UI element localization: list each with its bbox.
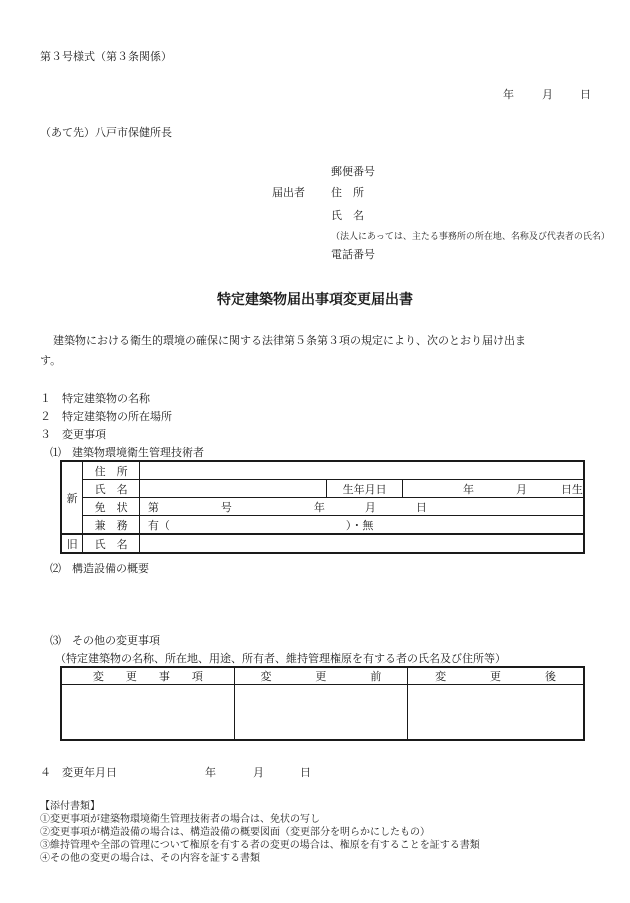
attachments-heading: 【添付書類】	[40, 801, 100, 812]
name-cell[interactable]	[139, 480, 326, 498]
subitem-1: ⑴ 建築物環境衛生管理技術者	[50, 446, 204, 459]
license-month: 月	[364, 500, 376, 514]
item-4: ４ 変更年月日	[40, 766, 117, 779]
attachment-item: ④その他の変更の場合は、その内容を証する書類	[40, 853, 260, 864]
birth-label: 生年月日	[327, 480, 403, 498]
license-no-prefix: 第	[147, 500, 159, 514]
before-cell[interactable]	[234, 685, 407, 741]
birth-cell[interactable]	[402, 480, 584, 498]
date-month: 月	[542, 88, 553, 101]
item-4-month: 月	[253, 766, 264, 779]
header-after: 変 更 後	[408, 667, 584, 685]
intro-line-2: す。	[40, 354, 62, 367]
attachment-item: ①変更事項が建築物環境衛生管理技術者の場合は、免状の写し	[40, 814, 320, 825]
date-year: 年	[503, 88, 514, 101]
item-4-day: 日	[300, 766, 311, 779]
old-label: 旧	[61, 534, 83, 553]
header-change-item: 変 更 事 項	[61, 667, 234, 685]
manager-table	[60, 460, 585, 554]
item-2: ２ 特定建築物の所在場所	[40, 410, 172, 423]
concurrent-label: 兼 務	[83, 516, 140, 535]
header-before: 変 更 前	[234, 667, 407, 685]
attachment-item: ②変更事項が構造設備の場合は、構造設備の概要図面（変更部分を明らかにしたもの）	[40, 827, 430, 838]
addressee: （あて先）八戸市保健所長	[40, 126, 172, 139]
phone-label: 電話番号	[331, 248, 375, 261]
postal-label: 郵便番号	[331, 165, 375, 178]
license-day: 日	[415, 500, 427, 514]
concurrent-value: 有（ ）・無	[147, 518, 374, 532]
item-4-year: 年	[205, 766, 216, 779]
new-label: 新	[61, 461, 83, 534]
old-name-label: 氏 名	[83, 534, 140, 553]
other-changes-table	[60, 666, 585, 741]
license-cell[interactable]	[139, 498, 584, 516]
intro-line-1: 建築物における衛生的環境の確保に関する法律第５条第３項の規定により、次のとおり届け出ま	[53, 334, 526, 347]
license-year: 年	[313, 500, 325, 514]
applicant-address-label: 住 所	[331, 186, 364, 199]
old-name-cell[interactable]	[139, 534, 584, 553]
name-label: 氏 名	[83, 480, 140, 498]
birth-day: 日生	[560, 482, 583, 496]
birth-year: 年	[462, 482, 474, 496]
subitem-3-note: （特定建築物の名称、所在地、用途、所有者、維持管理権原を有する者の氏名及び住所等）	[55, 652, 506, 665]
after-cell[interactable]	[408, 685, 584, 741]
applicant-note: （法人にあっては、主たる事務所の所在地、名称及び代表者の氏名）	[331, 232, 610, 242]
change-item-cell[interactable]	[61, 685, 234, 741]
document-title: 特定建築物届出事項変更届出書	[217, 292, 413, 308]
form-code: 第３号様式（第３条関係）	[40, 50, 172, 63]
applicant-name-label: 氏 名	[331, 209, 364, 222]
license-label: 免 状	[83, 498, 140, 516]
birth-month: 月	[515, 482, 527, 496]
item-1: １ 特定建築物の名称	[40, 392, 150, 405]
address-cell[interactable]	[139, 461, 584, 480]
subitem-3: ⑶ その他の変更事項	[50, 634, 160, 647]
concurrent-cell[interactable]	[139, 516, 584, 535]
license-no-suffix: 号	[220, 500, 232, 514]
attachment-item: ③維持管理や全部の管理について権原を有する者の変更の場合は、権原を有することを証する書類	[40, 840, 480, 851]
address-label: 住 所	[83, 461, 140, 480]
date-day: 日	[580, 88, 591, 101]
item-3: ３ 変更事項	[40, 428, 106, 441]
applicant-role: 届出者	[272, 186, 305, 199]
subitem-2: ⑵ 構造設備の概要	[50, 562, 149, 575]
